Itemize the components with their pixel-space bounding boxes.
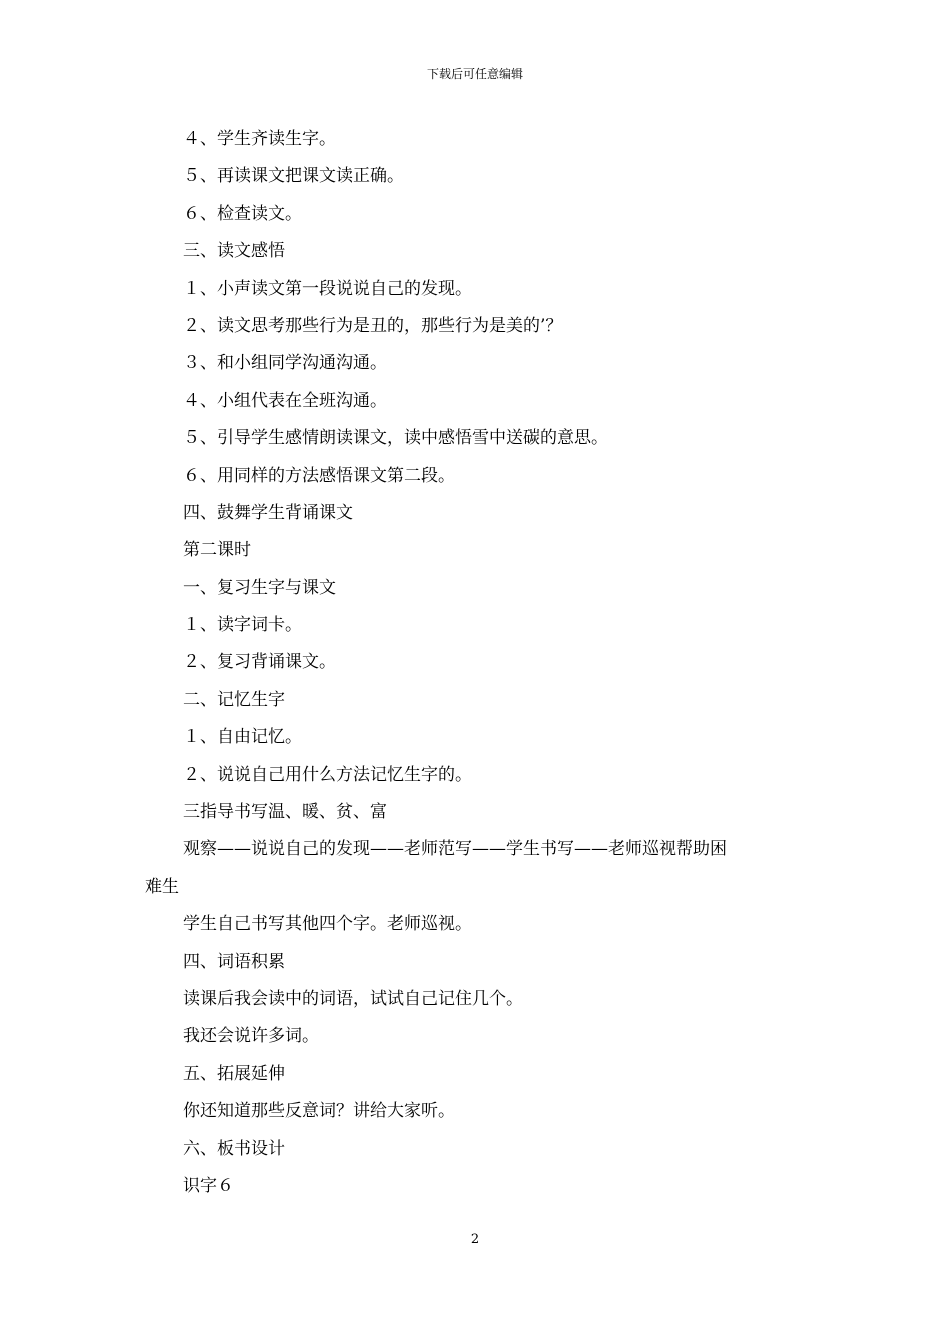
lesson-heading: 第二课时 [183,540,251,561]
paragraph-line: 读课后我会读中的词语，试试自己记住几个。 [183,988,523,1009]
paragraph-line: 我还会说许多词。 [183,1026,319,1047]
paragraph-line: ５、引导学生感情朗读课文，读中感悟雪中送碳的意思。 [183,428,608,449]
section-heading: 三、读文感悟 [183,241,285,262]
section-heading: 四、词语积累 [183,951,285,972]
paragraph-line: ２、复习背诵课文。 [183,652,336,673]
page-header: 下载后可任意编辑 [426,67,523,81]
page-number: 2 [470,1232,480,1247]
section-heading: 二、记忆生字 [183,689,285,710]
section-heading: 四、鼓舞学生背诵课文 [183,502,353,523]
section-heading: 三指导书写温、暖、贫、富 [183,802,387,823]
paragraph-line: 观察——说说自己的发现——老师范写——学生书写——老师巡视帮助困 [183,839,727,860]
section-heading: 六、板书设计 [183,1138,285,1159]
paragraph-line: ５、再读课文把课文读正确。 [183,166,404,187]
paragraph-line: １、读字词卡。 [183,615,302,636]
paragraph-line: ２、说说自己用什么方法记忆生字的。 [183,764,472,785]
paragraph-line: ３、和小组同学沟通沟通。 [183,353,387,374]
document-body [145,121,810,1205]
paragraph-line: ２、读文思考那些行为是丑的，那些行为是美的’？ [183,315,563,336]
paragraph-line: １、自由记忆。 [183,727,302,748]
paragraph-line: ６、检查读文。 [183,203,302,224]
paragraph-line: ６、用同样的方法感悟课文第二段。 [183,465,455,486]
paragraph-line-continued: 难生 [145,876,179,897]
paragraph-line: 识字６ [183,1175,234,1196]
section-heading: 五、拓展延伸 [183,1063,285,1084]
paragraph-line: ４、小组代表在全班沟通。 [183,390,387,411]
paragraph-line: ４、学生齐读生字。 [183,129,336,149]
paragraph-line: 学生自己书写其他四个字。老师巡视。 [183,914,472,935]
paragraph-line: １、小声读文第一段说说自己的发现。 [183,278,472,299]
section-heading: 一、复习生字与课文 [183,577,336,598]
paragraph-line: 你还知道那些反意词？讲给大家听。 [183,1101,455,1122]
